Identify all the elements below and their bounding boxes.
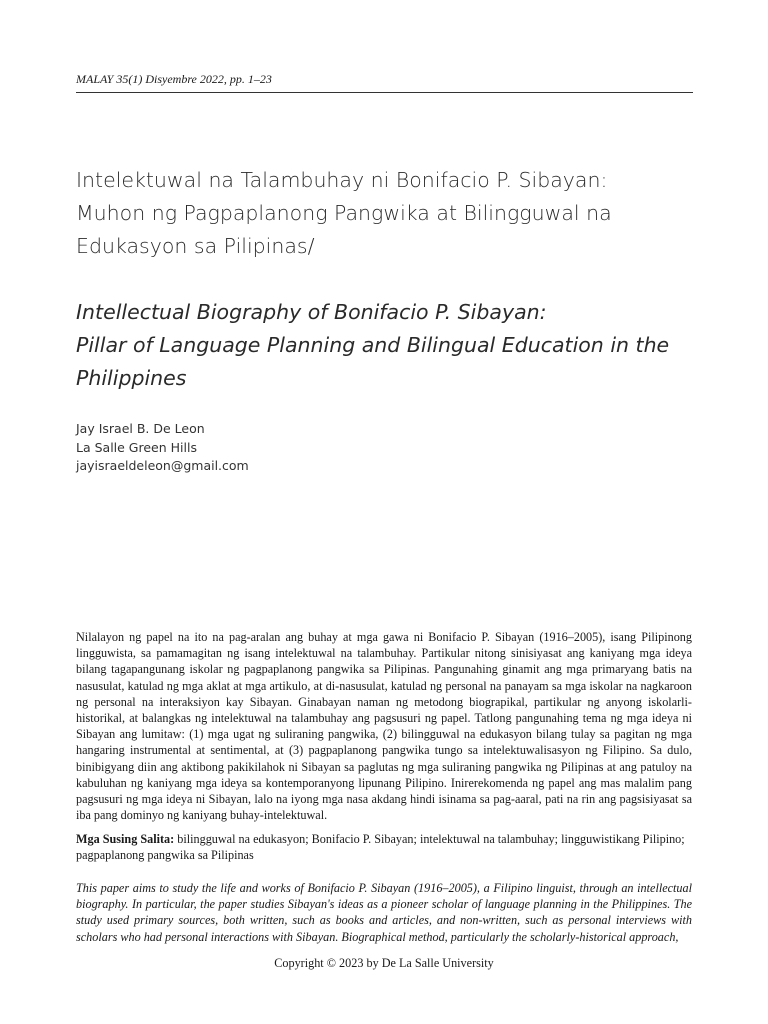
abstract-english: This paper aims to study the life and works of Bonifacio P. Sibayan (1916–2005), a Filipino linguist, through an intellectual biography. In particular, the paper studies Sibayan's ideas as a pioneer scholar of language planning in the Philippines. The study used primary sources, both written, such as books and articles, and non-written, such as personal interviews with scholars who had personal interactions with Sibayan. Biographical method, particularly the scholarly-historical approach, [76, 881, 692, 944]
author-email: jayisraeldeleon@gmail.com [76, 458, 249, 473]
keywords-label: Mga Susing Salita: [76, 832, 175, 846]
keywords [76, 831, 692, 863]
journal-citation: MALAY 35(1) Disyembre 2022, pp. 1–23 [76, 72, 272, 86]
author-block [76, 420, 249, 476]
author-affiliation: La Salle Green Hills [76, 439, 197, 455]
header-divider [76, 92, 693, 93]
title-english-line: Intellectual Biography of Bonifacio P. Sibayan: [76, 300, 547, 324]
keywords-text: bilingguwal na edukasyon; Bonifacio P. Sibayan; intelektuwal na talambuhay; lingguwistikang Pilipino; pagpaplanong pangwika sa Pilipinas [76, 832, 685, 863]
title-english [76, 296, 696, 395]
title-english-line: Philippines [76, 366, 187, 390]
abstract-filipino: Nilalayon ng papel na ito na pag-aralan ang buhay at mga gawa ni Bonifacio P. Sibayan (1916–2005), isang Pilipinong lingguwista, sa pamamagitan ng isang intelektuwal na talambuhay. Partikular nitong sinisiyasat ang kaniyang mga ideya bilang tagapangunang iskolar ng pagpaplanong pangwika sa Pilipinas. Pangunahing ginamit ang mga primaryang batis na nasusulat, katulad ng mga aklat at mga artikulo, at di-nasusulat, katulad ng personal na panayam sa mga iskolar na nagkaroon ng personal na interaksiyon kay Sibayan. Ginabayan naman ng metodong biograpikal, partikular ng anyong iskolarli-historikal, at balangkas ng intelektuwal na talambuhay ang pagsusuri ng papel. Tatlong pangunahing tema ng mga ideya ni Sibayan ang lumitaw: (1) mga ugat ng suliraning pangwika, (2) bilingguwal na edukasyon bilang tulay sa pagitan ng mga hangaring instrumental at sentimental, at (3) pagpaplanong pangwika tungo sa intelektuwalisasyon ng Filipino. Sa dulo, binibigyang diin ang aktibong pakikilahok ni Sibayan sa paglutas ng mga suliraning pangwika ng Pilipinas at ang patuloy na kabuluhan ng kaniyang mga ideya sa kontemporanyong lipunang Pilipino. Inirerekomenda ng papel ang mas malalim pang pagsusuri ng mga ideya ni Sibayan, lalo na iyong mga nasa akdang hindi isinama sa pag-aaral, pati na rin ang pagsisiyasat sa iba pang dominyo ng kaniyang buhay-intelektuwal. [76, 630, 692, 823]
title-filipino-line: Edukasyon sa Pilipinas/ [76, 234, 315, 258]
title-english-line: Pillar of Language Planning and Bilingual Education in the [76, 333, 670, 357]
title-filipino-line: Intelektuwal na Talambuhay ni Bonifacio P. Sibayan: [76, 168, 608, 192]
title-filipino-line: Muhon ng Pagpaplanong Pangwika at Bilingguwal na [76, 201, 612, 225]
copyright-notice: Copyright © 2023 by De La Salle University [274, 956, 494, 970]
title-filipino [76, 164, 696, 263]
author-name: Jay Israel B. De Leon [76, 421, 205, 436]
